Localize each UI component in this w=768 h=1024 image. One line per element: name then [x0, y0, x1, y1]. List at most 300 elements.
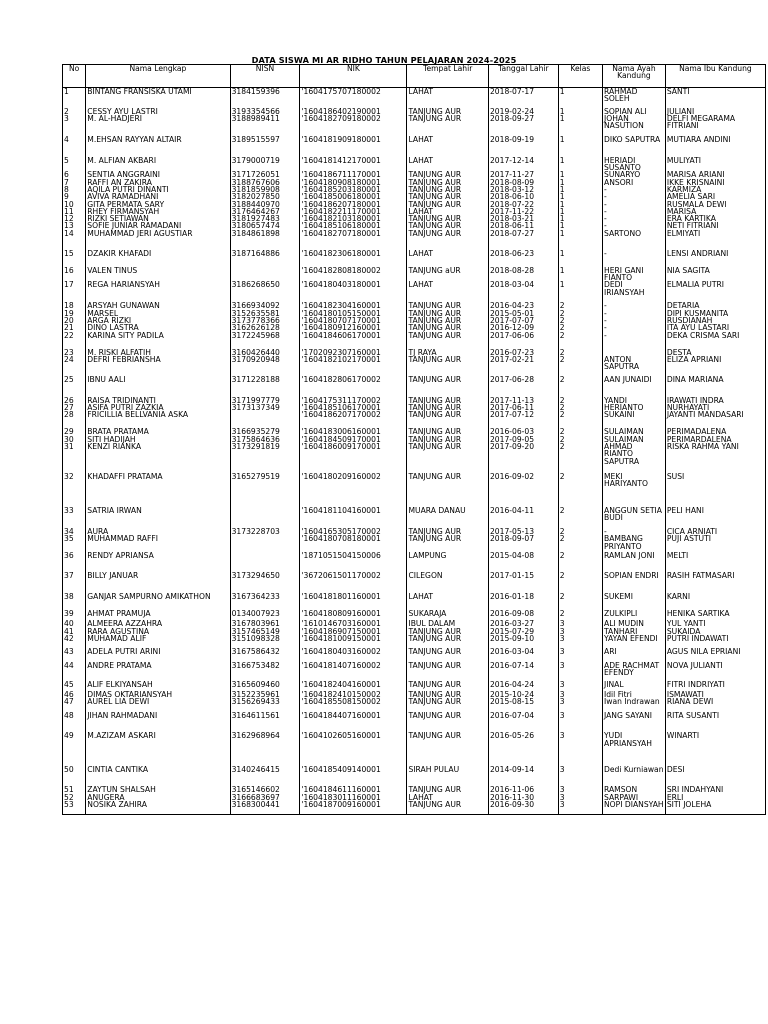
nik-cell: '1604180912160001: [300, 324, 407, 331]
name-cell: FRICILLIA BELLVANIA ASKA: [86, 411, 230, 428]
birthplace-cell: TANJUNG AUR: [407, 786, 488, 793]
nik-cell: '1604181801160001: [300, 593, 407, 610]
name-cell: BINTANG FRANSISKA UTAMI: [86, 88, 230, 108]
birthdate-cell: 2018-06-23: [488, 250, 558, 267]
mother-name-cell: IKKE KRISNAINI: [665, 179, 765, 186]
no-cell: 24: [63, 356, 86, 376]
nik-cell: '1604183011160001: [300, 794, 407, 801]
nik-cell: '1604184606170001: [300, 332, 407, 349]
mother-name-cell: MARISA: [665, 208, 765, 215]
birthplace-cell: TANJUNG AUR: [407, 310, 488, 317]
father-name-cell: -: [603, 528, 666, 535]
table-row: [63, 593, 766, 610]
birthdate-cell: 2017-09-20: [488, 443, 558, 473]
birthdate-cell: 2019-02-24: [488, 108, 558, 115]
mother-name-cell: NOVA JULIANTI: [665, 662, 765, 681]
table-row: [63, 528, 766, 535]
class-cell: 1: [558, 267, 602, 282]
class-cell: 3: [558, 786, 602, 793]
mother-name-cell: MARISA ARIANI: [665, 171, 765, 178]
class-cell: 1: [558, 208, 602, 215]
nik-cell: '1604182709180002: [300, 115, 407, 136]
name-cell: GITA PERMATA SARY: [86, 201, 230, 208]
nisn-cell: 3172245968: [230, 332, 300, 349]
father-name-cell: Iwan Indrawan: [603, 698, 666, 712]
table-row: [63, 250, 766, 267]
no-cell: 14: [63, 230, 86, 250]
no-cell: 20: [63, 317, 86, 324]
table-row: [63, 349, 766, 356]
mother-name-cell: DINA MARIANA: [665, 376, 765, 397]
table-row: [63, 628, 766, 635]
no-cell: 32: [63, 473, 86, 507]
birthdate-cell: 2016-07-23: [488, 349, 558, 356]
birthplace-cell: TJ RAYA: [407, 349, 488, 356]
mother-name-cell: DELFI MEGARAMA FITRIANI: [665, 115, 765, 136]
father-name-cell: Idil Fitri: [603, 691, 666, 698]
class-cell: 2: [558, 317, 602, 324]
name-cell: MUHAMMAD JERI AGUSTIAR: [86, 230, 230, 250]
no-cell: 53: [63, 801, 86, 815]
birthdate-cell: 2017-05-13: [488, 528, 558, 535]
nik-cell: '1604186207170002: [300, 411, 407, 428]
birthplace-cell: TANJUNG AUR: [407, 662, 488, 681]
mother-name-cell: KARMIZA: [665, 186, 765, 193]
table-row: [63, 436, 766, 443]
table-row: [63, 230, 766, 250]
name-cell: RENDY APRIANSA: [86, 552, 230, 572]
birthdate-cell: 2016-09-02: [488, 473, 558, 507]
father-name-cell: YUDI APRIANSYAH: [603, 732, 666, 766]
birthplace-cell: CILEGON: [407, 572, 488, 593]
birthdate-cell: 2015-08-15: [488, 698, 558, 712]
birthplace-cell: TANJUNG AUR: [407, 648, 488, 662]
father-name-cell: -: [603, 250, 666, 267]
father-name-cell: RAHMAD SOLEH: [603, 88, 666, 108]
birthplace-cell: TANJUNG AUR: [407, 171, 488, 178]
birthdate-cell: 2017-11-13: [488, 397, 558, 404]
table-row: [63, 635, 766, 648]
class-cell: 1: [558, 222, 602, 229]
table-row: [63, 88, 766, 108]
class-cell: 1: [558, 193, 602, 200]
mother-name-cell: JULIANI: [665, 108, 765, 115]
name-cell: ANUGERA: [86, 794, 230, 801]
nisn-cell: [230, 552, 300, 572]
nisn-cell: 3188440970: [230, 201, 300, 208]
nisn-cell: 0134007923: [230, 610, 300, 620]
nik-cell: '1604180708180001: [300, 535, 407, 552]
father-name-cell: -: [603, 324, 666, 331]
class-cell: 3: [558, 635, 602, 648]
nik-cell: '1702092307160001: [300, 349, 407, 356]
birthdate-cell: 2015-04-08: [488, 552, 558, 572]
mother-name-cell: YUL YANTI: [665, 620, 765, 627]
no-cell: 3: [63, 115, 86, 136]
table-row: [63, 222, 766, 229]
birthplace-cell: TANJUNG AUR: [407, 324, 488, 331]
mother-name-cell: DIPI KUSMANITA: [665, 310, 765, 317]
mother-name-cell: IRAWATI INDRA: [665, 397, 765, 404]
table-row: [63, 443, 766, 473]
table-row: [63, 507, 766, 528]
class-cell: 3: [558, 628, 602, 635]
mother-name-cell: RASIH FATMASARI: [665, 572, 765, 593]
mother-name-cell: FITRI INDRIYATI: [665, 681, 765, 691]
class-cell: 2: [558, 572, 602, 593]
nisn-cell: 3175864636: [230, 436, 300, 443]
nisn-cell: 3184861898: [230, 230, 300, 250]
table-row: [63, 281, 766, 302]
nik-cell: '1604182808180002: [300, 267, 407, 282]
birthplace-cell: TANJUNG AUR: [407, 535, 488, 552]
birthplace-cell: TANJUNG AUR: [407, 801, 488, 815]
no-cell: 27: [63, 404, 86, 411]
no-cell: 18: [63, 302, 86, 309]
page-title: DATA SISWA MI AR RIDHO TAHUN PELAJARAN 2024-2025: [251, 55, 517, 65]
mother-name-cell: RUSMALA DEWI: [665, 201, 765, 208]
mother-name-cell: NIA SAGITA: [665, 267, 765, 282]
name-cell: RAISA TRIDINANTI: [86, 397, 230, 404]
name-cell: MUHAMAD ALIF: [86, 635, 230, 648]
class-cell: 2: [558, 443, 602, 473]
class-cell: 1: [558, 108, 602, 115]
birthplace-cell: TANJUNG AUR: [407, 179, 488, 186]
name-cell: JIHAN RAHMADANI: [86, 712, 230, 732]
father-name-cell: NOPI DIANSYAH: [603, 801, 666, 815]
table-row: [63, 473, 766, 507]
no-cell: 23: [63, 349, 86, 356]
class-cell: 1: [558, 88, 602, 108]
nik-cell: '1604187009160001: [300, 801, 407, 815]
table-row: [63, 302, 766, 309]
father-name-cell: SOPIAN ALI: [603, 108, 666, 115]
no-cell: 43: [63, 648, 86, 662]
class-cell: 2: [558, 404, 602, 411]
table-row: [63, 310, 766, 317]
father-name-cell: -: [603, 186, 666, 193]
nik-cell: '1604102605160001: [300, 732, 407, 766]
birthplace-cell: TANJUNG AUR: [407, 201, 488, 208]
name-cell: SITI HADIJAH: [86, 436, 230, 443]
birthdate-cell: 2018-07-17: [488, 88, 558, 108]
column-header-ibu: Nama Ibu Kandung: [665, 65, 765, 88]
birthplace-cell: LAMPUNG: [407, 552, 488, 572]
class-cell: 2: [558, 473, 602, 507]
table-row: [63, 179, 766, 186]
no-cell: 46: [63, 691, 86, 698]
class-cell: 1: [558, 171, 602, 178]
birthdate-cell: 2018-09-19: [488, 136, 558, 157]
mother-name-cell: HENIKA SARTIKA: [665, 610, 765, 620]
table-row: [63, 411, 766, 428]
nisn-cell: 3160426440: [230, 349, 300, 356]
mother-name-cell: MUTIARA ANDINI: [665, 136, 765, 157]
birthplace-cell: TANJUNG AUR: [407, 186, 488, 193]
nik-cell: '1604182103180001: [300, 215, 407, 222]
name-cell: DINO LASTRA: [86, 324, 230, 331]
nisn-cell: 3152235961: [230, 691, 300, 698]
class-cell: 2: [558, 593, 602, 610]
birthplace-cell: TANJUNG AUR: [407, 436, 488, 443]
no-cell: 41: [63, 628, 86, 635]
column-header-tempat-lahir: Tempat Lahir: [407, 65, 488, 88]
nik-cell: '1604180209160002: [300, 473, 407, 507]
nisn-cell: 3180657474: [230, 222, 300, 229]
mother-name-cell: DETARIA: [665, 302, 765, 309]
class-cell: 2: [558, 552, 602, 572]
nik-cell: '1604182404160001: [300, 681, 407, 691]
table-row: [63, 732, 766, 766]
father-name-cell: AHMAD RIANTO SAPUTRA: [603, 443, 666, 473]
nik-cell: '1604165305170002: [300, 528, 407, 535]
mother-name-cell: KARNI: [665, 593, 765, 610]
name-cell: M. RISKI ALFATIH: [86, 349, 230, 356]
table-row: [63, 794, 766, 801]
nik-cell: '1604181009150001: [300, 635, 407, 648]
class-cell: 2: [558, 332, 602, 349]
name-cell: GANJAR SAMPURNO AMIKATHON: [86, 593, 230, 610]
father-name-cell: -: [603, 215, 666, 222]
class-cell: 2: [558, 411, 602, 428]
birthplace-cell: TANJUNG AUR: [407, 404, 488, 411]
name-cell: M.EHSAN RAYYAN ALTAIR: [86, 136, 230, 157]
nisn-cell: 3162626128: [230, 324, 300, 331]
father-name-cell: ANGGUN SETIA BUDI: [603, 507, 666, 528]
birthplace-cell: LAHAT: [407, 136, 488, 157]
name-cell: NOSIKA ZAHIRA: [86, 801, 230, 815]
no-cell: 44: [63, 662, 86, 681]
father-name-cell: -: [603, 222, 666, 229]
nik-cell: '1604186402190001: [300, 108, 407, 115]
nisn-cell: 3176464267: [230, 208, 300, 215]
table-row: [63, 698, 766, 712]
father-name-cell: ANTON SAPUTRA: [603, 356, 666, 376]
table-row: [63, 208, 766, 215]
table-row: [63, 786, 766, 793]
father-name-cell: YAYAN EFENDI: [603, 635, 666, 648]
no-cell: 16: [63, 267, 86, 282]
birthdate-cell: 2017-11-27: [488, 171, 558, 178]
name-cell: MARSEL: [86, 310, 230, 317]
father-name-cell: BAMBANG PRIYANTO: [603, 535, 666, 552]
father-name-cell: -: [603, 310, 666, 317]
table-row: [63, 376, 766, 397]
nik-cell: '1604182806170002: [300, 376, 407, 397]
father-name-cell: JINAL: [603, 681, 666, 691]
birthplace-cell: TANJUNG AUR: [407, 108, 488, 115]
nik-cell: '1604180809160001: [300, 610, 407, 620]
nisn-cell: 3162968964: [230, 732, 300, 766]
nisn-cell: 3164611561: [230, 712, 300, 732]
name-cell: KARINA SITY PADILA: [86, 332, 230, 349]
father-name-cell: -: [603, 302, 666, 309]
no-cell: 34: [63, 528, 86, 535]
father-name-cell: Dedi Kurniawan: [603, 766, 666, 786]
class-cell: 1: [558, 201, 602, 208]
nik-cell: '1604181104160001: [300, 507, 407, 528]
no-cell: 2: [63, 108, 86, 115]
nisn-cell: 3184159396: [230, 88, 300, 108]
table-row: [63, 552, 766, 572]
father-name-cell: AAN JUNAIDI: [603, 376, 666, 397]
birthdate-cell: 2016-04-23: [488, 302, 558, 309]
father-name-cell: [603, 349, 666, 356]
father-name-cell: ANSORI: [603, 179, 666, 186]
table-row: [63, 215, 766, 222]
birthplace-cell: TANJUNG AUR: [407, 528, 488, 535]
no-cell: 45: [63, 681, 86, 691]
class-cell: 3: [558, 794, 602, 801]
birthplace-cell: TANJUNG AUR: [407, 397, 488, 404]
no-cell: 47: [63, 698, 86, 712]
birthplace-cell: TANJUNG AUR: [407, 193, 488, 200]
no-cell: 19: [63, 310, 86, 317]
class-cell: 2: [558, 610, 602, 620]
table-row: [63, 157, 766, 172]
name-cell: M. ALFIAN AKBARI: [86, 157, 230, 172]
table-row: [63, 397, 766, 404]
name-cell: ANDRE PRATAMA: [86, 662, 230, 681]
column-header-nisn: NISN: [230, 65, 300, 88]
class-cell: 2: [558, 535, 602, 552]
class-cell: 1: [558, 115, 602, 136]
table-row: [63, 801, 766, 815]
nisn-cell: 3182027850: [230, 193, 300, 200]
birthplace-cell: TANJUNG AUR: [407, 732, 488, 766]
birthdate-cell: 2016-07-14: [488, 662, 558, 681]
birthdate-cell: 2017-12-14: [488, 157, 558, 172]
name-cell: ARSYAH GUNAWAN: [86, 302, 230, 309]
name-cell: ZAYTUN SHALSAH: [86, 786, 230, 793]
birthdate-cell: 2016-07-04: [488, 712, 558, 732]
nik-cell: '1604180105150001: [300, 310, 407, 317]
class-cell: 1: [558, 157, 602, 172]
no-cell: 48: [63, 712, 86, 732]
nisn-cell: 3165146602: [230, 786, 300, 793]
class-cell: 2: [558, 349, 602, 356]
nisn-cell: 3151098328: [230, 635, 300, 648]
mother-name-cell: ELIZA APRIANI: [665, 356, 765, 376]
mother-name-cell: SRI INDAHYANI: [665, 786, 765, 793]
birthdate-cell: 2016-06-03: [488, 428, 558, 435]
birthdate-cell: 2016-03-27: [488, 620, 558, 627]
birthdate-cell: 2018-03-12: [488, 186, 558, 193]
nisn-cell: 3166935279: [230, 428, 300, 435]
nik-cell: '1604184611160001: [300, 786, 407, 793]
name-cell: RAFFI AN ZAKIRA: [86, 179, 230, 186]
nisn-cell: 3167586432: [230, 648, 300, 662]
nik-cell: '1604185106180001: [300, 222, 407, 229]
father-name-cell: SUNARYO: [603, 171, 666, 178]
table-row: [63, 691, 766, 698]
no-cell: 50: [63, 766, 86, 786]
no-cell: 38: [63, 593, 86, 610]
nik-cell: '1604180908180001: [300, 179, 407, 186]
name-cell: SATRIA IRWAN: [86, 507, 230, 528]
class-cell: 2: [558, 428, 602, 435]
mother-name-cell: WINARTI: [665, 732, 765, 766]
no-cell: 28: [63, 411, 86, 428]
birthplace-cell: LAHAT: [407, 250, 488, 267]
nik-cell: '1604180707170001: [300, 317, 407, 324]
no-cell: 11: [63, 208, 86, 215]
mother-name-cell: RIANA DEWI: [665, 698, 765, 712]
no-cell: 49: [63, 732, 86, 766]
table-row: [63, 115, 766, 136]
table-row: [63, 648, 766, 662]
birthplace-cell: TANJUNG AUR: [407, 302, 488, 309]
table-row: [63, 108, 766, 115]
mother-name-cell: JAYANTI MANDASARI: [665, 411, 765, 428]
nisn-cell: 3168300441: [230, 801, 300, 815]
father-name-cell: ADE RACHMAT EFENDY: [603, 662, 666, 681]
nik-cell: '1604186207180001: [300, 201, 407, 208]
nik-cell: '1604181407160002: [300, 662, 407, 681]
no-cell: 9: [63, 193, 86, 200]
nik-cell: '1610146703160001: [300, 620, 407, 627]
no-cell: 13: [63, 222, 86, 229]
name-cell: RHEY FIRMANSYAH: [86, 208, 230, 215]
birthdate-cell: 2018-08-09: [488, 179, 558, 186]
no-cell: 42: [63, 635, 86, 648]
no-cell: 7: [63, 179, 86, 186]
father-name-cell: MEKI HARIYANTO: [603, 473, 666, 507]
birthdate-cell: 2016-11-06: [488, 786, 558, 793]
nisn-cell: 3152635581: [230, 310, 300, 317]
birthdate-cell: 2016-09-30: [488, 801, 558, 815]
no-cell: 12: [63, 215, 86, 222]
nik-cell: '3672061501170002: [300, 572, 407, 593]
nisn-cell: 3166683697: [230, 794, 300, 801]
birthplace-cell: LAHAT: [407, 794, 488, 801]
nisn-cell: 3189515597: [230, 136, 300, 157]
nik-cell: '1604185508150002: [300, 698, 407, 712]
table-row: [63, 620, 766, 627]
name-cell: RIZKI SETIAWAN: [86, 215, 230, 222]
class-cell: 3: [558, 681, 602, 691]
nisn-cell: 3181927483: [230, 215, 300, 222]
mother-name-cell: NURHAYATI: [665, 404, 765, 411]
mother-name-cell: CICA ARNIATI: [665, 528, 765, 535]
name-cell: IBNU AALI: [86, 376, 230, 397]
father-name-cell: SULAIMAN: [603, 436, 666, 443]
mother-name-cell: ISMAWATI: [665, 691, 765, 698]
class-cell: 1: [558, 281, 602, 302]
mother-name-cell: AGUS NILA EPRIANI: [665, 648, 765, 662]
class-cell: 2: [558, 528, 602, 535]
birthplace-cell: LAHAT: [407, 88, 488, 108]
table-row: [63, 171, 766, 178]
birthplace-cell: TANJUNG AUR: [407, 115, 488, 136]
birthplace-cell: TANJUNG AUR: [407, 473, 488, 507]
nisn-cell: 3167803961: [230, 620, 300, 627]
nik-cell: '1604186009170001: [300, 443, 407, 473]
father-name-cell: DIKO SAPUTRA: [603, 136, 666, 157]
mother-name-cell: DEKA CRISMA SARI: [665, 332, 765, 349]
birthplace-cell: TANJUNG AUR: [407, 712, 488, 732]
birthdate-cell: 2014-09-14: [488, 766, 558, 786]
father-name-cell: SUKEMI: [603, 593, 666, 610]
nik-cell: '1604182410150002: [300, 691, 407, 698]
no-cell: 6: [63, 171, 86, 178]
birthdate-cell: 2018-06-10: [488, 193, 558, 200]
no-cell: 8: [63, 186, 86, 193]
nisn-cell: 3188989411: [230, 115, 300, 136]
no-cell: 29: [63, 428, 86, 435]
name-cell: KENZI RIANKA: [86, 443, 230, 473]
birthdate-cell: 2015-09-10: [488, 635, 558, 648]
